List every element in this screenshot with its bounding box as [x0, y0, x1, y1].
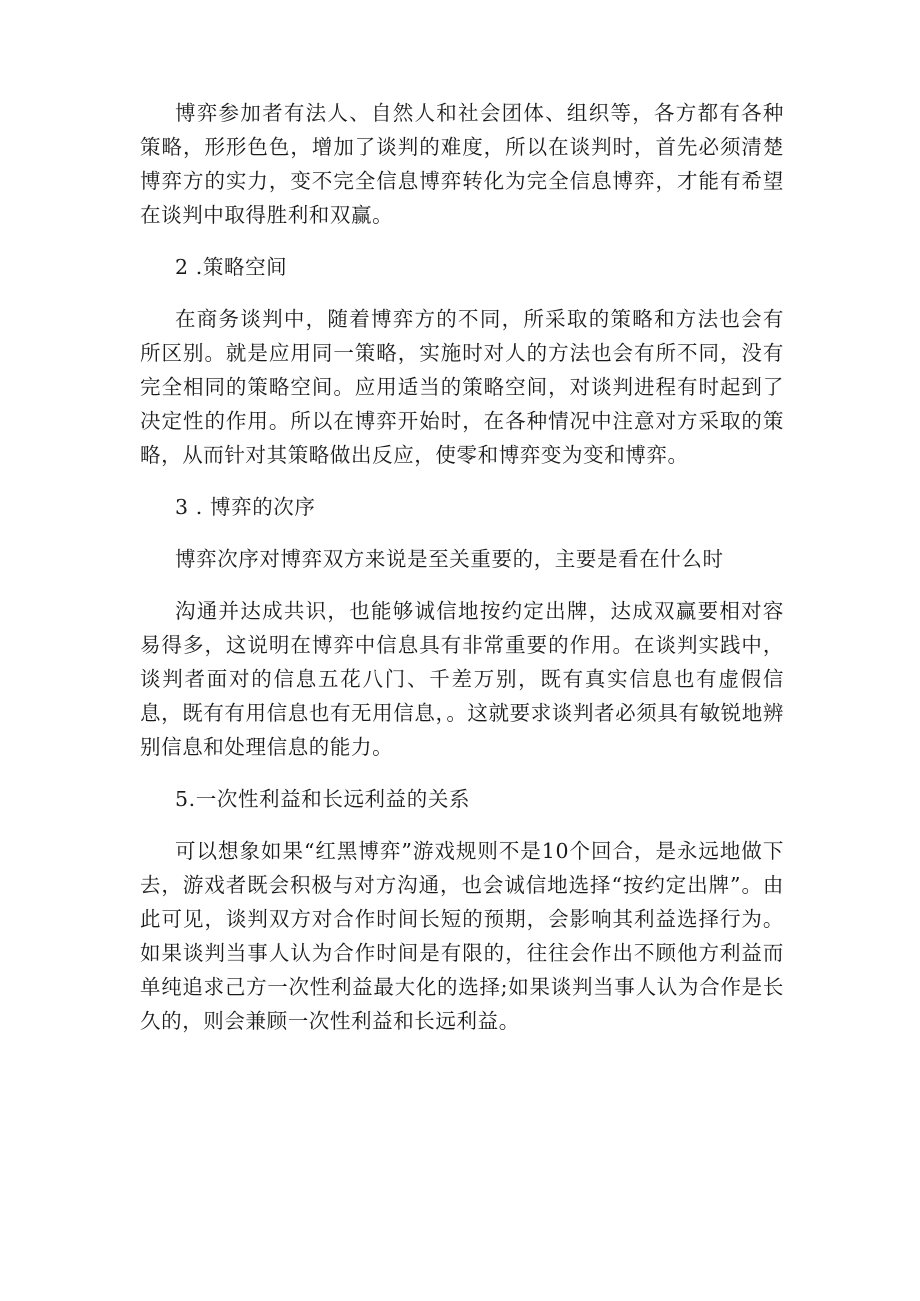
- paragraph-information: 沟通并达成共识，也能够诚信地按约定出牌，达成双赢要相对容易得多，这说明在博弈中信息具有非常重要的作用。在谈判实践中，谈判者面对的信息五花八门、千差万别，既有真实信息也有虚假信息，既有有用信息也有无用信息，。这就要求谈判者必须具有敏锐地辨别信息和处理信息的能力。: [140, 599, 784, 759]
- heading-interest-relation: 5.一次性利益和长远利益的关系: [175, 787, 471, 811]
- paragraph-interest-relation: 可以想象如果“红黑博弈”游戏规则不是10个回合，是永远地做下去，游戏者既会积极与对方沟通，也会诚信地选择“按约定出牌”。由此可见，谈判双方对合作时间长短的预期，会影响其利益选择行为。如果谈判当事人认为合作时间是有限的，往往会作出不顾他方利益而单纯追求己方一次性利益最大化的选择;如果谈判当事人认为合作是长久的，则会兼顾一次性利益和长远利益。: [140, 839, 784, 1033]
- heading-strategy-space: 2 .策略空间: [175, 255, 288, 279]
- document-body: [140, 96, 784, 1038]
- heading-game-order: 3 . 博弈的次序: [175, 495, 316, 519]
- paragraph-strategy-space: 在商务谈判中，随着博弈方的不同，所采取的策略和方法也会有所区别。就是应用同一策略，实施时对人的方法也会有所不同，没有完全相同的策略空间。应用适当的策略空间，对谈判进程有时起到了决定性的作用。所以在博弈开始时，在各种情况中注意对方采取的策略，从而针对其策略做出反应，使零和博弈变为变和博弈。: [140, 307, 784, 467]
- paragraph-participants: 博弈参加者有法人、自然人和社会团体、组织等，各方都有各种策略，形形色色，增加了谈判的难度，所以在谈判时，首先必须清楚博弈方的实力，变不完全信息博弈转化为完全信息博弈，才能有希望在谈判中取得胜利和双赢。: [140, 101, 784, 227]
- paragraph-game-order: 博弈次序对博弈双方来说是至关重要的，主要是看在什么时: [175, 547, 724, 571]
